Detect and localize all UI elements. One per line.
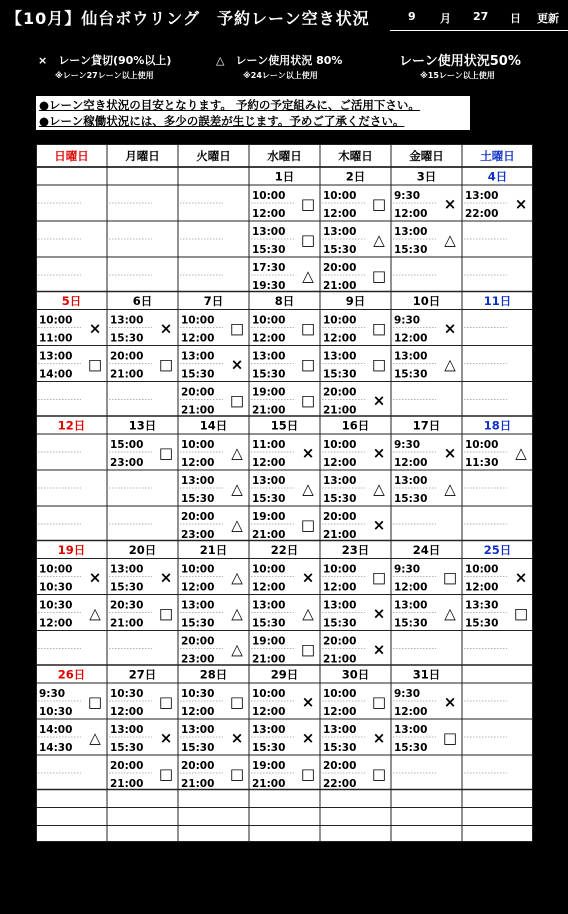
availability-mark: □ bbox=[300, 516, 316, 534]
update-day-label: 日 bbox=[510, 12, 521, 25]
slot-end-time: 21:00 bbox=[323, 280, 357, 292]
availability-mark: × bbox=[372, 391, 386, 410]
slot-end-time: 15:30 bbox=[252, 493, 286, 505]
notice-box bbox=[36, 96, 470, 130]
availability-mark: × bbox=[443, 444, 457, 462]
slot-end-time: 12:00 bbox=[252, 581, 286, 594]
availability-mark: × bbox=[514, 195, 528, 213]
weekday-header: 日曜日 bbox=[54, 149, 89, 163]
day-number: 15日 bbox=[270, 418, 299, 433]
slot-start-time: 13:00 bbox=[394, 475, 428, 487]
slot-end-time: 12:00 bbox=[394, 706, 428, 718]
slot-end-time: 12:00 bbox=[323, 457, 357, 469]
availability-mark: × bbox=[159, 729, 173, 747]
availability-mark: □ bbox=[300, 640, 316, 659]
slot-end-time: 23:00 bbox=[181, 529, 215, 541]
slot-start-time: 20:00 bbox=[323, 511, 357, 523]
slot-end-time: 15:30 bbox=[252, 742, 286, 754]
day-number: 28日 bbox=[199, 667, 228, 682]
slot-end-time: 12:00 bbox=[181, 706, 215, 718]
slot-end-time: 21:00 bbox=[252, 404, 286, 417]
slot-start-time: 13:00 bbox=[110, 724, 144, 736]
availability-mark: △ bbox=[231, 516, 243, 534]
slot-start-time: 13:00 bbox=[110, 563, 144, 576]
availability-mark: □ bbox=[300, 765, 316, 783]
slot-start-time: 13:00 bbox=[181, 724, 215, 736]
availability-mark: □ bbox=[371, 568, 387, 587]
availability-mark: △ bbox=[515, 444, 527, 462]
availability-mark: × bbox=[301, 729, 315, 747]
slot-start-time: 9:30 bbox=[394, 190, 421, 202]
slot-start-time: 20:00 bbox=[110, 350, 144, 363]
slot-end-time: 21:00 bbox=[252, 778, 286, 790]
legend-50-label: レーン使用状況50% bbox=[399, 54, 521, 69]
slot-end-time: 21:00 bbox=[323, 653, 357, 666]
availability-mark: △ bbox=[444, 480, 456, 498]
day-number: 8日 bbox=[274, 294, 295, 308]
availability-mark: △ bbox=[89, 729, 101, 747]
slot-start-time: 10:00 bbox=[465, 563, 499, 576]
availability-mark: × bbox=[514, 568, 528, 587]
weekday-header: 木曜日 bbox=[338, 149, 373, 163]
availability-mark: △ bbox=[444, 355, 456, 374]
availability-mark: × bbox=[443, 693, 457, 711]
slot-start-time: 9:30 bbox=[394, 439, 421, 451]
slot-end-time: 23:00 bbox=[110, 457, 144, 469]
availability-mark: △ bbox=[89, 604, 101, 623]
slot-start-time: 13:00 bbox=[110, 314, 144, 327]
slot-start-time: 20:00 bbox=[323, 262, 357, 274]
day-number: 29日 bbox=[270, 667, 299, 682]
slot-start-time: 13:00 bbox=[323, 599, 357, 612]
day-number: 4日 bbox=[487, 169, 508, 184]
slot-end-time: 15:30 bbox=[323, 742, 357, 754]
slot-start-time: 10:00 bbox=[181, 439, 215, 451]
slot-start-time: 20:00 bbox=[323, 635, 357, 648]
weekday-header: 土曜日 bbox=[480, 149, 515, 163]
slot-end-time: 22:00 bbox=[465, 208, 499, 220]
slot-start-time: 13:00 bbox=[252, 350, 286, 363]
day-number: 21日 bbox=[199, 543, 228, 557]
availability-mark: □ bbox=[158, 355, 174, 374]
availability-mark: □ bbox=[229, 693, 245, 711]
day-number: 13日 bbox=[128, 418, 157, 433]
availability-mark: □ bbox=[300, 231, 316, 249]
slot-start-time: 13:00 bbox=[465, 190, 499, 202]
day-number: 10日 bbox=[412, 294, 441, 308]
slot-start-time: 10:30 bbox=[181, 688, 215, 700]
slot-start-time: 10:00 bbox=[252, 563, 286, 576]
availability-mark: × bbox=[230, 355, 244, 374]
day-number: 31日 bbox=[412, 667, 441, 682]
availability-mark: △ bbox=[302, 604, 314, 623]
slot-start-time: 9:30 bbox=[394, 688, 421, 700]
availability-mark: × bbox=[372, 604, 386, 623]
availability-mark: □ bbox=[300, 195, 316, 213]
slot-start-time: 9:30 bbox=[394, 563, 421, 576]
slot-end-time: 12:00 bbox=[252, 208, 286, 220]
availability-mark: × bbox=[301, 568, 315, 587]
day-number: 26日 bbox=[57, 667, 86, 682]
slot-end-time: 15:30 bbox=[394, 368, 428, 381]
slot-end-time: 15:30 bbox=[181, 617, 215, 630]
slot-end-time: 12:00 bbox=[323, 706, 357, 718]
slot-start-time: 9:30 bbox=[39, 688, 66, 700]
slot-start-time: 10:00 bbox=[252, 190, 286, 202]
slot-end-time: 10:30 bbox=[39, 581, 73, 594]
notice-line-1: ●レーン空き状況の目安となります。 予約の予定組みに、ご活用下さい。 bbox=[39, 98, 420, 112]
availability-mark: □ bbox=[229, 765, 245, 783]
slot-end-time: 12:00 bbox=[394, 208, 428, 220]
slot-start-time: 10:30 bbox=[110, 688, 144, 700]
slot-start-time: 19:00 bbox=[252, 511, 286, 523]
slot-start-time: 13:00 bbox=[252, 226, 286, 238]
slot-start-time: 10:00 bbox=[252, 688, 286, 700]
day-number: 22日 bbox=[270, 543, 299, 557]
day-number: 6日 bbox=[132, 294, 153, 308]
day-number: 27日 bbox=[128, 667, 157, 682]
day-number: 16日 bbox=[341, 418, 370, 433]
update-month: 9 bbox=[408, 10, 416, 23]
slot-end-time: 12:00 bbox=[39, 617, 73, 630]
slot-start-time: 20:00 bbox=[181, 511, 215, 523]
slot-end-time: 12:00 bbox=[394, 457, 428, 469]
notice-line-2: ●レーン稼働状況には、多少の誤差が生じます。予めご了承ください。 bbox=[39, 114, 405, 128]
slot-end-time: 12:00 bbox=[181, 457, 215, 469]
slot-end-time: 21:00 bbox=[323, 529, 357, 541]
availability-mark: △ bbox=[444, 231, 456, 249]
day-number: 1日 bbox=[274, 169, 295, 184]
slot-start-time: 13:00 bbox=[394, 724, 428, 736]
day-number: 18日 bbox=[483, 418, 512, 433]
availability-mark: □ bbox=[300, 391, 316, 410]
availability-mark: × bbox=[443, 319, 457, 338]
availability-mark: × bbox=[372, 640, 386, 659]
slot-end-time: 15:30 bbox=[394, 493, 428, 505]
slot-end-time: 15:30 bbox=[252, 244, 286, 256]
slot-end-time: 21:00 bbox=[110, 617, 144, 630]
slot-end-time: 12:00 bbox=[252, 332, 286, 345]
weekday-header: 月曜日 bbox=[125, 149, 160, 163]
slot-start-time: 13:00 bbox=[394, 226, 428, 238]
availability-mark: △ bbox=[373, 480, 385, 498]
availability-mark: × bbox=[301, 444, 315, 462]
slot-start-time: 10:00 bbox=[323, 314, 357, 327]
slot-end-time: 12:00 bbox=[323, 581, 357, 594]
availability-mark: △ bbox=[302, 480, 314, 498]
calendar-table bbox=[36, 144, 533, 842]
slot-end-time: 15:30 bbox=[394, 617, 428, 630]
slot-start-time: 13:00 bbox=[323, 724, 357, 736]
slot-end-time: 14:30 bbox=[39, 742, 73, 754]
availability-mark: × bbox=[159, 568, 173, 587]
slot-start-time: 19:00 bbox=[252, 635, 286, 648]
slot-end-time: 15:30 bbox=[181, 493, 215, 505]
availability-mark: △ bbox=[302, 267, 314, 285]
availability-mark: △ bbox=[231, 604, 243, 623]
slot-start-time: 11:00 bbox=[252, 439, 286, 451]
availability-mark: □ bbox=[300, 355, 316, 374]
slot-start-time: 10:00 bbox=[181, 563, 215, 576]
slot-start-time: 10:00 bbox=[323, 190, 357, 202]
slot-end-time: 15:30 bbox=[465, 617, 499, 630]
availability-mark: △ bbox=[231, 444, 243, 462]
slot-start-time: 13:00 bbox=[323, 226, 357, 238]
slot-end-time: 15:30 bbox=[252, 368, 286, 381]
slot-end-time: 23:00 bbox=[181, 653, 215, 666]
slot-start-time: 13:00 bbox=[252, 599, 286, 612]
slot-end-time: 15:30 bbox=[323, 493, 357, 505]
availability-mark: □ bbox=[371, 693, 387, 711]
legend-full-label: × レーン貸切(90%以上) bbox=[38, 54, 172, 67]
availability-mark: □ bbox=[371, 355, 387, 374]
slot-start-time: 10:00 bbox=[465, 439, 499, 451]
slot-end-time: 15:30 bbox=[181, 368, 215, 381]
day-number: 5日 bbox=[61, 294, 82, 308]
slot-start-time: 14:00 bbox=[39, 724, 73, 736]
slot-end-time: 12:00 bbox=[394, 581, 428, 594]
slot-end-time: 21:00 bbox=[252, 653, 286, 666]
availability-mark: □ bbox=[371, 765, 387, 783]
availability-mark: △ bbox=[231, 568, 243, 587]
availability-mark: × bbox=[372, 444, 386, 462]
slot-end-time: 19:30 bbox=[252, 280, 286, 292]
slot-start-time: 13:00 bbox=[252, 724, 286, 736]
slot-end-time: 22:00 bbox=[323, 778, 357, 790]
availability-mark: □ bbox=[158, 765, 174, 783]
slot-start-time: 20:00 bbox=[110, 760, 144, 772]
availability-mark: □ bbox=[229, 319, 245, 338]
slot-start-time: 17:30 bbox=[252, 262, 286, 274]
day-number: 12日 bbox=[57, 418, 86, 433]
day-number: 25日 bbox=[483, 543, 512, 557]
slot-start-time: 10:00 bbox=[39, 314, 73, 327]
slot-start-time: 13:00 bbox=[181, 350, 215, 363]
slot-end-time: 12:00 bbox=[252, 706, 286, 718]
availability-mark: □ bbox=[87, 693, 103, 711]
availability-mark: □ bbox=[371, 319, 387, 338]
slot-start-time: 9:30 bbox=[394, 314, 421, 327]
page-title: 【10月】仙台ボウリング 予約レーン空き状況 bbox=[6, 9, 370, 28]
slot-start-time: 13:00 bbox=[394, 599, 428, 612]
slot-start-time: 19:00 bbox=[252, 760, 286, 772]
slot-start-time: 13:00 bbox=[181, 599, 215, 612]
slot-end-time: 21:00 bbox=[110, 778, 144, 790]
day-number: 23日 bbox=[341, 543, 370, 557]
slot-end-time: 21:00 bbox=[181, 404, 215, 417]
slot-end-time: 12:00 bbox=[465, 581, 499, 594]
availability-mark: □ bbox=[442, 729, 458, 747]
legend-50-note: ※15レーン以上使用 bbox=[420, 71, 495, 80]
availability-mark: △ bbox=[444, 604, 456, 623]
weekday-header: 水曜日 bbox=[267, 149, 302, 163]
availability-mark: △ bbox=[373, 231, 385, 249]
day-number: 9日 bbox=[345, 294, 366, 308]
slot-end-time: 15:30 bbox=[181, 742, 215, 754]
availability-mark: □ bbox=[158, 444, 174, 462]
slot-end-time: 15:30 bbox=[394, 742, 428, 754]
weekday-header: 火曜日 bbox=[196, 149, 231, 163]
slot-end-time: 12:00 bbox=[181, 332, 215, 345]
slot-end-time: 11:30 bbox=[465, 457, 499, 469]
availability-mark: × bbox=[88, 319, 102, 338]
availability-mark: × bbox=[230, 729, 244, 747]
day-number: 20日 bbox=[128, 543, 157, 557]
slot-end-time: 11:00 bbox=[39, 332, 73, 345]
slot-start-time: 13:00 bbox=[252, 475, 286, 487]
slot-start-time: 19:00 bbox=[252, 386, 286, 399]
update-day: 27 bbox=[473, 10, 489, 23]
slot-end-time: 12:00 bbox=[252, 457, 286, 469]
availability-mark: △ bbox=[231, 640, 243, 659]
slot-start-time: 20:00 bbox=[323, 760, 357, 772]
header-rule bbox=[390, 30, 568, 31]
slot-start-time: 13:00 bbox=[394, 350, 428, 363]
slot-end-time: 12:00 bbox=[323, 332, 357, 345]
slot-end-time: 12:00 bbox=[394, 332, 428, 345]
slot-end-time: 15:30 bbox=[110, 332, 144, 345]
slot-start-time: 10:00 bbox=[252, 314, 286, 327]
availability-mark: □ bbox=[300, 319, 316, 338]
slot-end-time: 15:30 bbox=[323, 617, 357, 630]
availability-mark: × bbox=[443, 195, 457, 213]
slot-start-time: 20:00 bbox=[181, 760, 215, 772]
day-number: 30日 bbox=[341, 667, 370, 682]
slot-start-time: 13:00 bbox=[323, 475, 357, 487]
day-number: 11日 bbox=[483, 294, 512, 308]
availability-mark: □ bbox=[158, 693, 174, 711]
availability-mark: □ bbox=[442, 568, 458, 587]
availability-mark: × bbox=[301, 693, 315, 711]
weekday-header: 金曜日 bbox=[409, 149, 444, 163]
availability-mark: × bbox=[159, 319, 173, 338]
slot-end-time: 15:30 bbox=[323, 244, 357, 256]
availability-mark: × bbox=[88, 568, 102, 587]
day-number: 3日 bbox=[416, 169, 437, 184]
slot-end-time: 21:00 bbox=[181, 778, 215, 790]
update-text: 更新 bbox=[537, 12, 559, 25]
legend-full-note: ※レーン27レーン以上使用 bbox=[55, 71, 154, 80]
slot-start-time: 10:30 bbox=[39, 599, 73, 612]
slot-end-time: 21:00 bbox=[252, 529, 286, 541]
slot-start-time: 13:00 bbox=[323, 350, 357, 363]
day-number: 7日 bbox=[203, 294, 224, 308]
availability-mark: △ bbox=[231, 480, 243, 498]
slot-end-time: 12:00 bbox=[181, 581, 215, 594]
slot-end-time: 10:30 bbox=[39, 706, 73, 718]
day-number: 14日 bbox=[199, 418, 228, 433]
calendar-grid bbox=[36, 144, 533, 842]
slot-start-time: 10:00 bbox=[39, 563, 73, 576]
availability-mark: □ bbox=[371, 195, 387, 213]
slot-start-time: 10:00 bbox=[181, 314, 215, 327]
slot-start-time: 20:00 bbox=[181, 386, 215, 399]
slot-start-time: 10:00 bbox=[323, 563, 357, 576]
slot-start-time: 10:00 bbox=[323, 439, 357, 451]
slot-end-time: 15:30 bbox=[110, 581, 144, 594]
slot-end-time: 15:30 bbox=[394, 244, 428, 256]
availability-mark: □ bbox=[87, 355, 103, 374]
slot-start-time: 13:00 bbox=[181, 475, 215, 487]
slot-start-time: 20:30 bbox=[110, 599, 144, 612]
slot-end-time: 14:00 bbox=[39, 368, 73, 381]
slot-end-time: 15:30 bbox=[323, 368, 357, 381]
slot-end-time: 12:00 bbox=[323, 208, 357, 220]
availability-mark: □ bbox=[513, 604, 529, 623]
slot-start-time: 20:00 bbox=[181, 635, 215, 648]
availability-mark: □ bbox=[158, 604, 174, 623]
availability-mark: × bbox=[372, 516, 386, 534]
availability-mark: □ bbox=[229, 391, 245, 410]
slot-start-time: 13:00 bbox=[39, 350, 73, 363]
slot-end-time: 21:00 bbox=[110, 368, 144, 381]
availability-mark: □ bbox=[371, 267, 387, 285]
slot-start-time: 10:00 bbox=[323, 688, 357, 700]
slot-end-time: 12:00 bbox=[110, 706, 144, 718]
slot-start-time: 13:30 bbox=[465, 599, 499, 612]
legend-80-label: △ レーン使用状況 80% bbox=[216, 54, 343, 67]
slot-end-time: 15:30 bbox=[110, 742, 144, 754]
day-number: 19日 bbox=[57, 543, 86, 557]
slot-end-time: 15:30 bbox=[252, 617, 286, 630]
slot-start-time: 15:00 bbox=[110, 439, 144, 451]
day-number: 24日 bbox=[412, 543, 441, 557]
availability-mark: × bbox=[372, 729, 386, 747]
update-month-label: 月 bbox=[440, 12, 451, 25]
slot-start-time: 20:00 bbox=[323, 386, 357, 399]
slot-end-time: 21:00 bbox=[323, 404, 357, 417]
day-number: 2日 bbox=[345, 169, 366, 184]
day-number: 17日 bbox=[412, 418, 441, 433]
legend-80-note: ※24レーン以上使用 bbox=[243, 71, 318, 80]
